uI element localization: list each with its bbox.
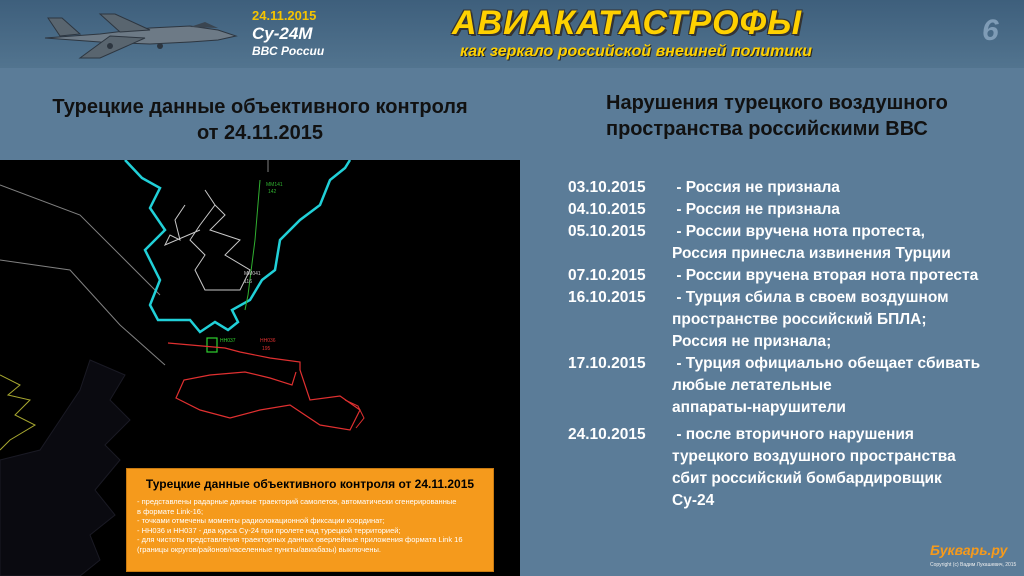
event-row — [568, 177, 840, 199]
map-title-line-2: от 24.11.2015 — [196, 122, 324, 144]
violations-section-title — [606, 90, 1006, 142]
event-text: - Турция официально обещает сбивать — [676, 355, 981, 372]
event-text: - Турция сбила в своем воздушном — [676, 289, 949, 306]
event-text-continuation: пространстве российский БПЛА; — [672, 311, 927, 328]
event-text: - России вручена вторая нота протеста — [676, 267, 979, 284]
copyright-text: Copyright (c) Вадим Лукашевич, 2015 — [930, 562, 1017, 568]
grid-line — [0, 185, 160, 295]
event-text: - России вручена нота протеста, — [676, 223, 925, 240]
track-label: 142 — [268, 189, 277, 195]
map-section-title — [0, 94, 520, 146]
event-date: 24.10.2015 — [568, 426, 646, 443]
event-row — [568, 424, 914, 446]
violations-title-line-2: пространства российскими ВВС — [606, 118, 928, 140]
map-title-line-1: Турецкие данные объективного контроля — [52, 96, 468, 118]
track-label: 195 — [262, 346, 271, 352]
track-label: MM041 — [244, 271, 261, 277]
aircraft-track-other — [165, 190, 250, 290]
header-title: АВИАКАТАСТРОФЫ — [452, 4, 803, 42]
track-label: HH037 — [220, 338, 236, 344]
header-bar — [0, 0, 1024, 68]
terrain-line — [0, 375, 35, 450]
site-logo: Букварь.ру — [930, 542, 1008, 558]
event-text-continuation: турецкого воздушного пространства — [672, 448, 956, 465]
header-date: 24.11.2015 — [252, 8, 317, 23]
violations-title-line-1: Нарушения турецкого воздушного — [606, 92, 948, 114]
aircraft-track-green — [245, 180, 260, 310]
event-date: 16.10.2015 — [568, 289, 646, 306]
event-text-continuation: любые летательные — [672, 377, 832, 394]
event-date: 05.10.2015 — [568, 223, 646, 240]
state-border-line — [125, 160, 350, 332]
event-row — [568, 265, 978, 287]
engagement-marker — [207, 338, 217, 352]
event-date: 17.10.2015 — [568, 355, 646, 372]
track-label: HH036 — [260, 338, 276, 344]
event-text-continuation: Су-24 — [672, 492, 715, 509]
legend-line: - для чистоты представления траекторных данных оверлейные приложения формата Link 16 — [137, 535, 463, 544]
page-number: 6 — [982, 14, 999, 47]
event-date: 04.10.2015 — [568, 201, 646, 218]
event-row — [568, 353, 980, 375]
coast-area — [0, 360, 130, 576]
event-row — [568, 287, 949, 309]
map-legend-box — [126, 468, 494, 572]
legend-title: Турецкие данные объективного контроля от 24.11.2015 — [145, 477, 475, 491]
event-text: - Россия не признала — [676, 179, 840, 196]
legend-line: - НН036 и НН037 - два курса Су-24 при пролете над турецкой территорией; — [137, 525, 401, 535]
violations-list — [520, 160, 1024, 576]
aircraft-track-su24-tail — [345, 400, 364, 428]
event-text-continuation: сбит российский бомбардировщик — [672, 470, 942, 487]
header-subtitle: как зеркало российской внешней политики — [460, 43, 813, 60]
event-date: 03.10.2015 — [568, 179, 646, 196]
event-text: - Россия не признала — [676, 201, 840, 218]
event-text: - после вторичного нарушения — [676, 426, 914, 443]
header-air-force: ВВС России — [252, 44, 325, 58]
event-date: 07.10.2015 — [568, 267, 646, 284]
event-text-continuation: аппараты-нарушители — [672, 399, 846, 416]
su24-aircraft-icon — [40, 6, 240, 66]
event-text-continuation: Россия не признала; — [672, 333, 832, 350]
header-aircraft-model: Су-24М — [252, 24, 313, 43]
event-row — [568, 199, 840, 221]
legend-line: в формате Link-16; — [137, 506, 204, 516]
legend-line: (границы округов/районов/населенные пункты/авиабазы) выключены. — [137, 544, 381, 554]
legend-line: - представлены радарные данные траекторий самолетов, автоматически сгенерированные — [137, 497, 457, 506]
event-row — [568, 221, 925, 243]
track-label: 116 — [244, 279, 252, 285]
legend-line: - точками отмечены моменты радиолокационной фиксации координат; — [137, 516, 385, 525]
event-text-continuation: Россия принесла извинения Турции — [672, 245, 951, 262]
aircraft-track-su24 — [168, 343, 360, 430]
track-label: MM141 — [266, 182, 283, 188]
